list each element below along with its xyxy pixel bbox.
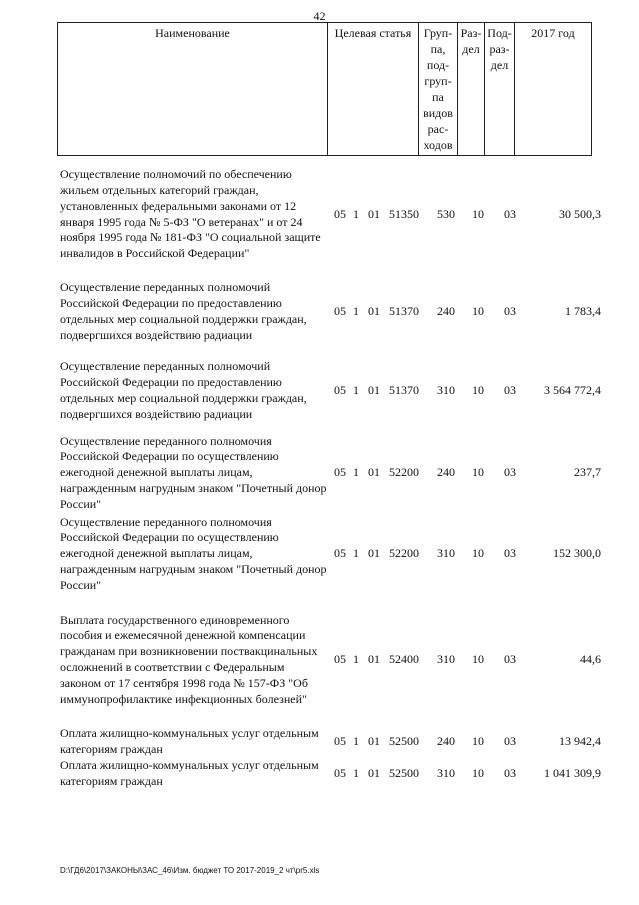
row-amount: 1 041 309,9 [544, 766, 601, 781]
row-code-activity: 01 [368, 465, 380, 480]
header-subsection-line: раз- [489, 42, 510, 56]
row-code-direction: 51370 [389, 304, 419, 319]
table-row [0, 726, 639, 758]
row-code-direction: 51350 [389, 206, 419, 221]
row-code-program: 05 [334, 383, 346, 398]
header-group-line: па, [430, 42, 446, 56]
table-row [0, 604, 639, 716]
row-subsection: 03 [504, 734, 516, 749]
header-subsection-line: Под- [487, 26, 512, 40]
table-row [0, 280, 639, 344]
table-row [0, 758, 639, 790]
row-code-subprogram: 1 [353, 766, 359, 781]
header-section-line: дел [462, 42, 480, 56]
row-code-subprogram: 1 [353, 206, 359, 221]
header-group-line: па [432, 90, 444, 104]
row-subsection: 03 [504, 546, 516, 561]
row-subsection: 03 [504, 304, 516, 319]
row-section: 10 [472, 206, 484, 221]
header-year: 2017 год [515, 23, 592, 156]
header-subsection [485, 23, 515, 156]
file-path-footer: D:\ГД6\2017\ЗАКОНЫ\ЗАС_46\Изм. бюджет ТО 2017-2019_2 чт\pr5.xls [60, 866, 320, 875]
row-section: 10 [472, 465, 484, 480]
row-code-program: 05 [334, 465, 346, 480]
row-code-subprogram: 1 [353, 304, 359, 319]
table-row [0, 433, 639, 513]
row-name: Осуществление переданных полномочий Российской Федерации по предоставлению отдельных мер социальной поддержки граждан, подвергшихся воздействию радиации [60, 280, 307, 342]
row-section: 10 [472, 383, 484, 398]
header-subsection-line: дел [490, 58, 509, 72]
row-amount: 152 300,0 [553, 546, 601, 561]
row-subsection: 03 [504, 766, 516, 781]
header-group-line: рас- [427, 122, 449, 136]
row-subsection: 03 [504, 652, 516, 667]
row-name: Оплата жилищно-коммунальных услуг отдельным категориям граждан [60, 726, 319, 756]
row-code-activity: 01 [368, 734, 380, 749]
row-amount: 44,6 [580, 652, 601, 667]
row-subsection: 03 [504, 383, 516, 398]
row-code-program: 05 [334, 546, 346, 561]
row-code-activity: 01 [368, 652, 380, 667]
row-code-direction: 52400 [389, 652, 419, 667]
header-name: Наименование [58, 23, 328, 156]
row-name: Осуществление полномочий по обеспечению жильем отдельных категорий граждан, установленных федеральными законами от 12 января 1995 года № 5-ФЗ "О ветеранах" и от 24 ноября 1995 года № 181-ФЗ "О социальной защите инвалидов в Российской Федерации" [60, 167, 321, 261]
row-section: 10 [472, 734, 484, 749]
row-code-subprogram: 1 [353, 465, 359, 480]
row-code-subprogram: 1 [353, 383, 359, 398]
page-number: 42 [313, 9, 326, 23]
table-header [57, 22, 592, 156]
row-code-subprogram: 1 [353, 734, 359, 749]
header-section [458, 23, 485, 156]
row-amount: 1 783,4 [565, 304, 601, 319]
row-section: 10 [472, 766, 484, 781]
row-section: 10 [472, 546, 484, 561]
row-code-direction: 52200 [389, 465, 419, 480]
row-code-program: 05 [334, 304, 346, 319]
row-amount: 237,7 [574, 465, 601, 480]
row-code-activity: 01 [368, 546, 380, 561]
header-target-article: Целевая статья [328, 23, 419, 156]
header-group-line: ходов [423, 138, 453, 152]
row-expense-type: 240 [437, 465, 455, 480]
row-expense-type: 240 [437, 304, 455, 319]
row-name: Выплата государственного единовременного пособия и ежемесячной денежной компенсации гражданам при возникновении поствакцинальных осложнений в соответствии с Федеральным законом от 17 сентября 1998 года № 157-ФЗ "Об иммунопрофилактике инфекционных болезней" [60, 612, 318, 706]
row-expense-type: 240 [437, 734, 455, 749]
row-name: Оплата жилищно-коммунальных услуг отдельным категориям граждан [60, 758, 319, 788]
row-code-program: 05 [334, 206, 346, 221]
header-group-line: под- [426, 58, 450, 72]
row-code-direction: 52200 [389, 546, 419, 561]
header-group-line: груп- [424, 74, 452, 88]
row-section: 10 [472, 652, 484, 667]
row-expense-type: 310 [437, 652, 455, 667]
header-section-line: Раз- [460, 26, 482, 40]
row-code-activity: 01 [368, 206, 380, 221]
row-code-activity: 01 [368, 383, 380, 398]
row-name: Осуществление переданного полномочия Российской Федерации по осуществлению ежегодной денежной выплаты лицам, награжденным нагрудным знаком "Почетный донор России" [60, 433, 327, 511]
row-name: Осуществление переданного полномочия Российской Федерации по осуществлению ежегодной денежной выплаты лицам, награжденным нагрудным знаком "Почетный донор России" [60, 514, 327, 592]
row-amount: 13 942,4 [559, 734, 601, 749]
row-expense-type: 530 [437, 206, 455, 221]
row-code-program: 05 [334, 652, 346, 667]
table-row [0, 514, 639, 594]
row-code-program: 05 [334, 766, 346, 781]
table-row [0, 167, 639, 262]
row-code-activity: 01 [368, 766, 380, 781]
header-group [419, 23, 458, 156]
header-group-line: Груп- [423, 26, 453, 40]
row-name: Осуществление переданных полномочий Российской Федерации по предоставлению отдельных мер социальной поддержки граждан, подвергшихся воздействию радиации [60, 359, 307, 421]
row-code-direction: 52500 [389, 766, 419, 781]
row-expense-type: 310 [437, 383, 455, 398]
row-code-direction: 52500 [389, 734, 419, 749]
row-expense-type: 310 [437, 546, 455, 561]
row-section: 10 [472, 304, 484, 319]
row-amount: 3 564 772,4 [544, 383, 601, 398]
row-amount: 30 500,3 [559, 206, 601, 221]
row-code-program: 05 [334, 734, 346, 749]
row-expense-type: 310 [437, 766, 455, 781]
row-subsection: 03 [504, 465, 516, 480]
row-code-subprogram: 1 [353, 652, 359, 667]
row-code-direction: 51370 [389, 383, 419, 398]
table-row [0, 359, 639, 423]
row-code-subprogram: 1 [353, 546, 359, 561]
row-subsection: 03 [504, 206, 516, 221]
header-group-line: видов [423, 106, 453, 120]
row-code-activity: 01 [368, 304, 380, 319]
